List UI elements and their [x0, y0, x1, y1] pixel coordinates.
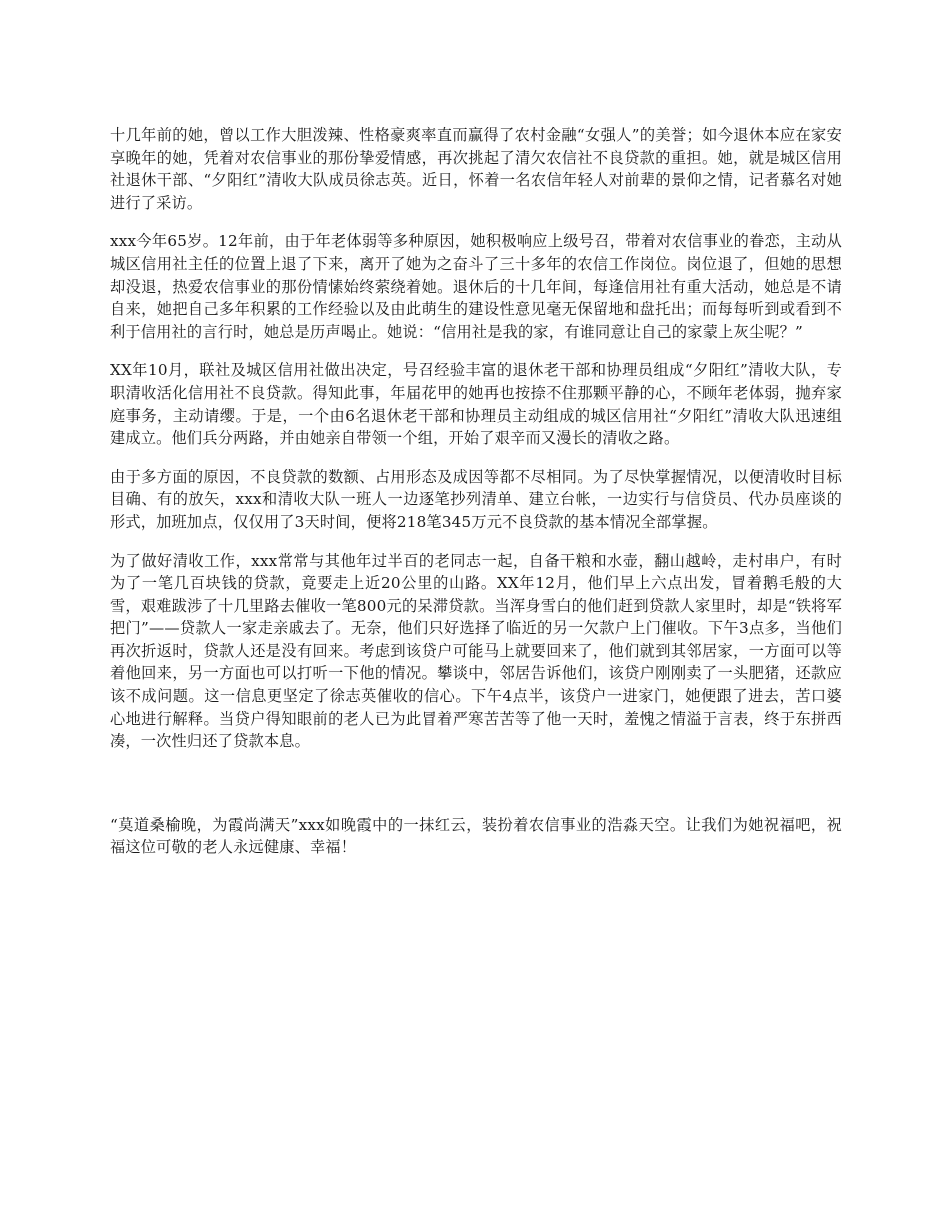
paragraph-collection-story: 为了做好清收工作，xxx常常与其他年过半百的老同志一起，自备干粮和水壶，翻山越岭，走村串户，有时为了一笔几百块钱的贷款，竟要走上近20公里的山路。XX年12月，他们早上六点出发，冒着鹅毛般的大雪，艰难跋涉了十几里路去催收一笔800元的呆滞贷款。当浑身雪白的他们赶到贷款人家里时，却是“铁将军把门”——贷款人一家走亲戚去了。无奈，他们只好选择了临近的另一欠款户上门催收。下午3点多，当他们再次折返时，贷款人还是没有回来。考虑到该贷户可能马上就要回来了，他们就到其邻居家，一方面可以等着他回来，另一方面也可以打听一下他的情况。攀谈中，邻居告诉他们，该贷户刚刚卖了一头肥猪，还款应该不成问题。这一信息更坚定了徐志英催收的信心。下午4点半，该贷户一进家门，她便跟了进去，苦口婆心地进行解释。当贷户得知眼前的老人已为此冒着严寒苦苦等了他一天时，羞愧之情溢于言表，终于东拼西凑，一次性归还了贷款本息。 — [110, 551, 842, 751]
paragraph-closing: “莫道桑榆晚，为霞尚满天”xxx如晚霞中的一抹红云，装扮着农信事业的浩淼天空。让我们为她祝福吧，祝福这位可敬的老人永远健康、幸福！ — [110, 815, 842, 857]
paragraph-team-formation: XX年10月，联社及城区信用社做出决定，号召经验丰富的退休老干部和协理员组成“夕阳红”清收大队，专职清收活化信用社不良贷款。得知此事，年届花甲的她再也按捺不住那颗平静的心，不顾年老体弱，抛弃家庭事务，主动请缨。于是，一个由6名退休老干部和协理员主动组成的城区信用社“夕阳红”清收大队迅速组建成立。他们兵分两路，并由她亲自带领一个组，开始了艰辛而又漫长的清收之路。 — [110, 361, 842, 448]
document-page — [110, 124, 842, 859]
paragraph-investigation: 由于多方面的原因，不良贷款的数额、占用形态及成因等都不尽相同。为了尽快掌握情况，以便清收时目标目确、有的放矢，xxx和清收大队一班人一边逐笔抄列清单、建立台帐，一边实行与信贷员、代办员座谈的形式，加班加点，仅仅用了3天时间，便将218笔345万元不良贷款的基本情况全部掌握。 — [110, 467, 842, 531]
paragraph-intro: 十几年前的她，曾以工作大胆泼辣、性格豪爽率直而赢得了农村金融“女强人”的美誉；如今退休本应在家安享晚年的她，凭着对农信事业的那份挚爱情感，再次挑起了清欠农信社不良贷款的重担。她，就是城区信用社退休干部、“夕阳红”清收大队成员徐志英。近日，怀着一名农信年轻人对前辈的景仰之情，记者慕名对她进行了采访。 — [110, 126, 842, 212]
paragraph-retirement: xxx今年65岁。12年前，由于年老体弱等多种原因，她积极响应上级号召，带着对农信事业的眷恋，主动从城区信用社主任的位置上退了下来，离开了她为之奋斗了三十多年的农信工作岗位。岗位退了，但她的思想却没退，热爱农信事业的那份情愫始终萦绕着她。退休后的十几年间，每逢信用社有重大活动，她总是不请自来，她把自己多年积累的工作经验以及由此萌生的建设性意见毫无保留地和盘托出；而每每听到或看到不利于信用社的言行时，她总是历声喝止。她说：“信用社是我的家，有谁同意让自己的家蒙上灰尘呢？” — [110, 232, 842, 341]
